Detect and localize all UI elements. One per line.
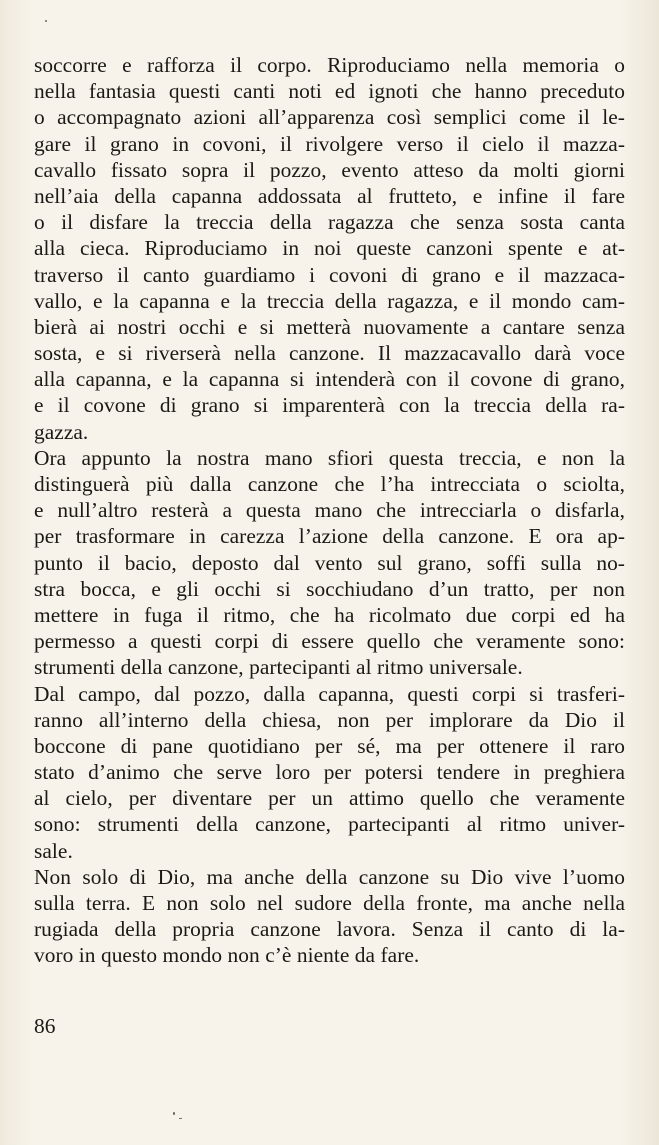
text-line: o accompagnato azioni all’apparenza così semplici come il le- [34, 105, 625, 130]
paper-speck [179, 1118, 182, 1119]
text-line: strumenti della canzone, partecipanti al ritmo universale. [34, 655, 523, 680]
text-line: sulla terra. E non solo nel sudore della fronte, ma anche nella [34, 891, 625, 915]
text-line: soccorre e rafforza il corpo. Riproduciamo nella memoria o [34, 53, 625, 77]
text-line: mettere in fuga il ritmo, che ha ricolmato due corpi ed ha [34, 602, 625, 627]
text-line: voro in questo mondo non c’è niente da fare. [34, 943, 420, 968]
text-line: alla capanna, e la capanna si intenderà con il covone di grano, [34, 367, 625, 392]
text-line: rugiada della propria canzone lavora. Senza il canto di la- [34, 917, 625, 942]
text-line: o il disfare la treccia della ragazza che senza sosta canta [34, 210, 625, 235]
text-line: distinguerà più dalla canzone che l’ha intrecciata o sciolta, [34, 472, 625, 496]
text-line: alla cieca. Riproduciamo in noi queste canzoni spente e at- [34, 236, 625, 261]
text-line: sono: strumenti della canzone, partecipanti al ritmo univer- [34, 812, 625, 837]
text-line: traverso il canto guardiamo i covoni di grano e il mazzaca- [34, 262, 625, 287]
text-line: gazza. [34, 419, 89, 444]
paper-speck [173, 1112, 175, 1115]
text-line: punto il bacio, deposto dal vento sul grano, soffi sulla no- [34, 550, 625, 575]
text-line: Ora appunto la nostra mano sfiori questa treccia, e non la [34, 445, 625, 470]
text-line: al cielo, per diventare per un attimo quello che veramente [34, 786, 625, 811]
text-line: stra bocca, e gli occhi si socchiudano d’un tratto, per non [34, 576, 625, 601]
text-line: e null’altro resterà a questa mano che intrecciarla o disfarla, [34, 498, 625, 523]
text-line: stato d’animo che serve loro per potersi tendere in preghiera [34, 760, 625, 785]
text-line: permesso a questi corpi di essere quello che veramente sono: [34, 629, 625, 654]
text-line: nell’aia della capanna addossata al frutteto, e infine il fare [34, 183, 625, 208]
text-line: per trasformare in carezza l’azione della canzone. E ora ap- [34, 524, 625, 549]
text-line: boccone di pane quotidiano per sé, ma per ottenere il raro [34, 733, 625, 758]
text-line: gare il grano in covoni, il rivolgere verso il cielo il mazza- [34, 131, 625, 156]
text-line: Non solo di Dio, ma anche della canzone su Dio vive l’uomo [34, 864, 625, 889]
paper-speck [45, 20, 47, 22]
text-line: Dal campo, dal pozzo, dalla capanna, questi corpi si trasferi- [34, 681, 625, 706]
text-line: vallo, e la capanna e la treccia della ragazza, e il mondo cam- [34, 288, 625, 313]
text-line: sale. [34, 838, 73, 863]
text-line: sosta, e si riverserà nella canzone. Il mazzacavallo darà voce [34, 341, 625, 366]
text-line: nella fantasia questi canti noti ed ignoti che hanno preceduto [34, 79, 625, 104]
body-text [34, 52, 625, 969]
text-line: e il covone di grano si imparenterà con la treccia della ra- [34, 393, 625, 418]
text-line: cavallo fissato sopra il pozzo, evento atteso da molti giorni [34, 157, 625, 182]
text-line: bierà ai nostri occhi e si metterà nuovamente a cantare senza [34, 314, 625, 339]
text-line: ranno all’interno della chiesa, non per implorare da Dio il [34, 707, 625, 732]
page-number: 86 [34, 1014, 56, 1038]
